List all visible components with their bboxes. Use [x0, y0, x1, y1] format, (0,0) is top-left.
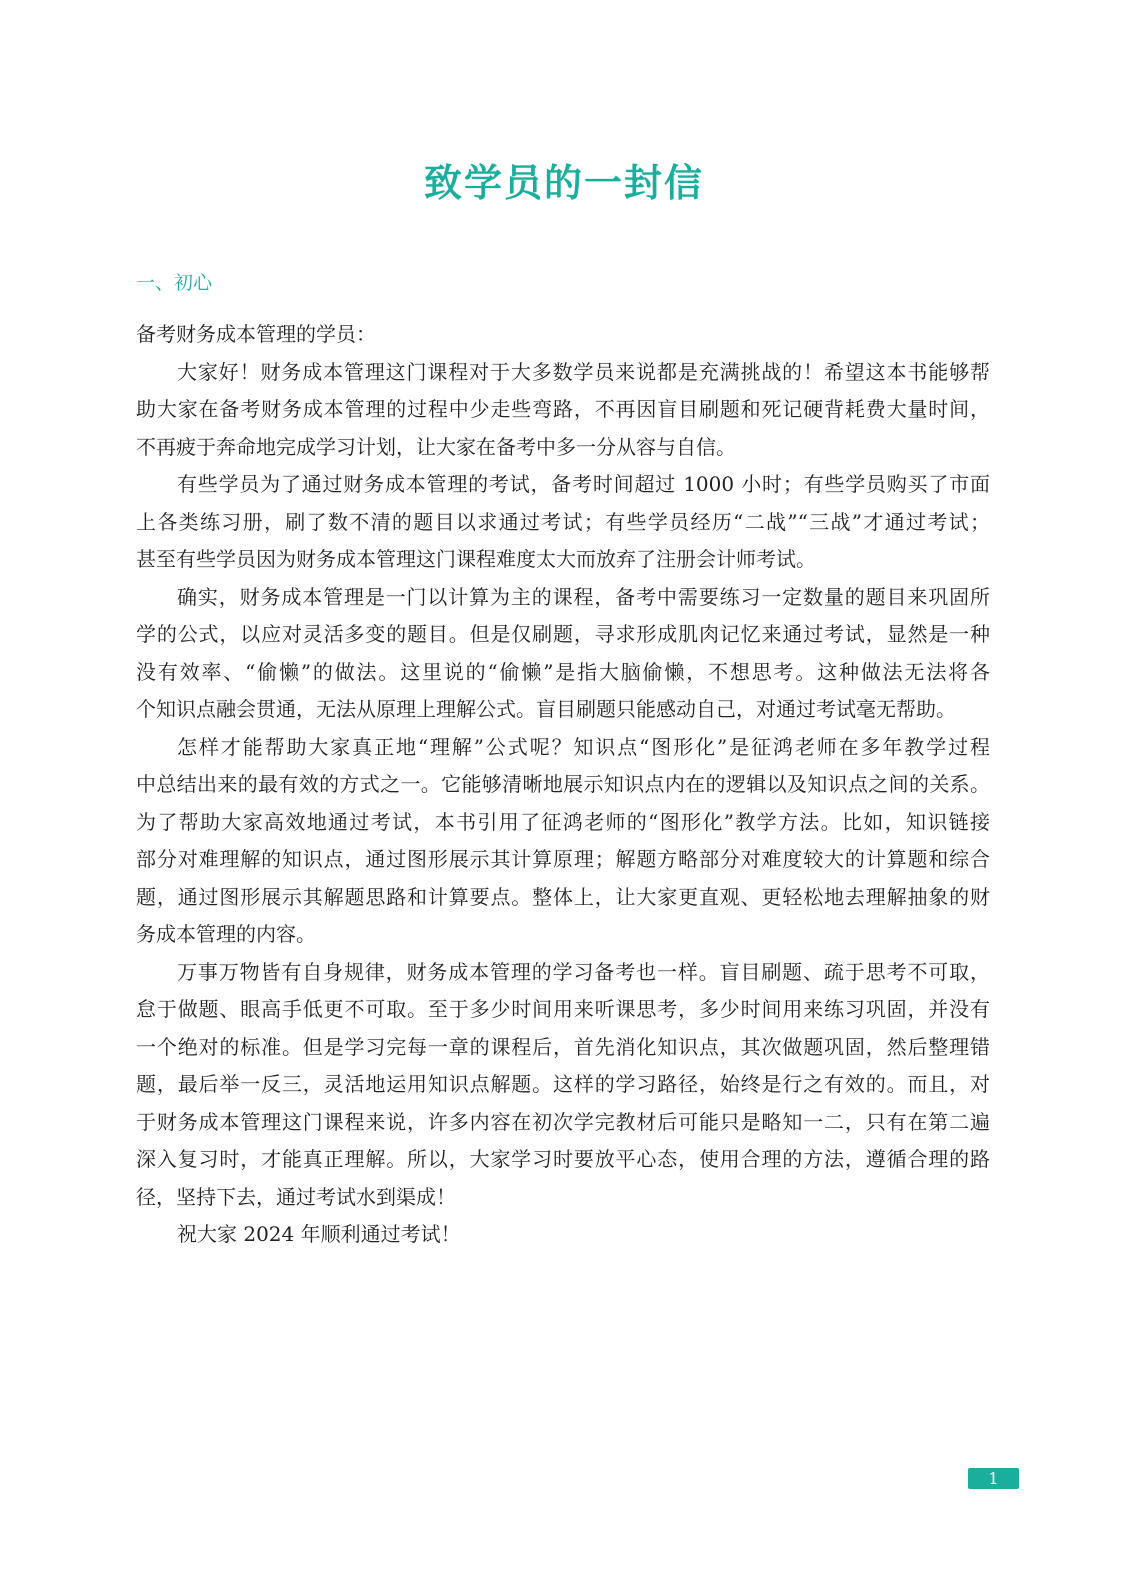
- text-line: 万事万物皆有自身规律，财务成本管理的学习备考也一样。盲目刷题、疏于思考不可取，: [177, 959, 990, 984]
- text-line: 学的公式，以应对灵活多变的题目。但是仅刷题，寻求形成肌肉记忆来通过考试，显然是一种: [136, 622, 990, 646]
- text-line: 务成本管理的内容。: [136, 922, 316, 946]
- text-line: 于财务成本管理这门课程来说，许多内容在初次学完教材后可能只是略知一二，只有在第二遍: [136, 1109, 990, 1134]
- text-line: 个知识点融会贯通，无法从原理上理解公式。盲目刷题只能感动自己，对通过考试毫无帮助。: [136, 697, 956, 721]
- text-line: 题，最后举一反三，灵活地运用知识点解题。这样的学习路径，始终是行之有效的。而且，对: [136, 1072, 990, 1096]
- text-line: 助大家在备考财务成本管理的过程中少走些弯路，不再因盲目刷题和死记硬背耗费大量时间，: [136, 397, 990, 421]
- text-line: 祝大家 2024 年顺利通过考试！: [177, 1222, 461, 1246]
- paragraph: [136, 579, 990, 729]
- text-line: 中总结出来的最有效的方式之一。它能够清晰地展示知识点内在的逻辑以及知识点之间的关系。: [136, 772, 990, 796]
- text-line: 深入复习时，才能真正理解。所以，大家学习时要放平心态，使用合理的方法，遵循合理的路: [136, 1147, 990, 1171]
- text-line: 甚至有些学员因为财务成本管理这门课程难度太大而放弃了注册会计师考试。: [136, 547, 816, 571]
- paragraph: [136, 954, 990, 1217]
- text-line: 径，坚持下去，通过考试水到渠成！: [136, 1184, 456, 1209]
- text-line: 部分对难理解的知识点，通过图形展示其计算原理；解题方略部分对难度较大的计算题和综合: [136, 847, 990, 871]
- text-line: 一个绝对的标准。但是学习完每一章的课程后，首先消化知识点，其次做题巩固，然后整理错: [136, 1034, 990, 1059]
- text-line: 为了帮助大家高效地通过考试，本书引用了征鸿老师的“图形化”教学方法。比如，知识链接: [136, 809, 990, 834]
- section-heading: 一、初心: [136, 272, 213, 294]
- text-line: 大家好！财务成本管理这门课程对于大多数学员来说都是充满挑战的！希望这本书能够帮: [177, 359, 990, 384]
- text-line: 没有效率、“偷懒”的做法。这里说的“偷懒”是指大脑偷懒，不想思考。这种做法无法将各: [136, 659, 990, 684]
- text-line: 确实，财务成本管理是一门以计算为主的课程，备考中需要练习一定数量的题目来巩固所: [177, 584, 990, 609]
- page-number: 1: [968, 1468, 1019, 1489]
- salutation: 备考财务成本管理的学员：: [136, 322, 376, 346]
- page-title: 致学员的一封信: [423, 161, 704, 205]
- paragraph: [136, 354, 990, 467]
- text-line: 题，通过图形展示其解题思路和计算要点。整体上，让大家更直观、更轻松地去理解抽象的财: [136, 884, 990, 909]
- text-line: 上各类练习册，刷了数不清的题目以求通过考试；有些学员经历“二战”“三战”才通过考试；: [136, 509, 990, 534]
- paragraph: [136, 729, 990, 954]
- paragraph: [136, 1216, 990, 1254]
- text-line: 有些学员为了通过财务成本管理的考试，备考时间超过 1000 小时；有些学员购买了市面: [177, 472, 990, 496]
- text-line: 怎样才能帮助大家真正地“理解”公式呢？知识点“图形化”是征鸿老师在多年教学过程: [177, 734, 990, 759]
- text-line: 不再疲于奔命地完成学习计划，让大家在备考中多一分从容与自信。: [136, 434, 736, 459]
- letter-body: [136, 316, 990, 1254]
- paragraph: [136, 466, 990, 579]
- text-line: 怠于做题、眼高手低更不可取。至于多少时间用来听课思考，多少时间用来练习巩固，并没有: [136, 997, 990, 1021]
